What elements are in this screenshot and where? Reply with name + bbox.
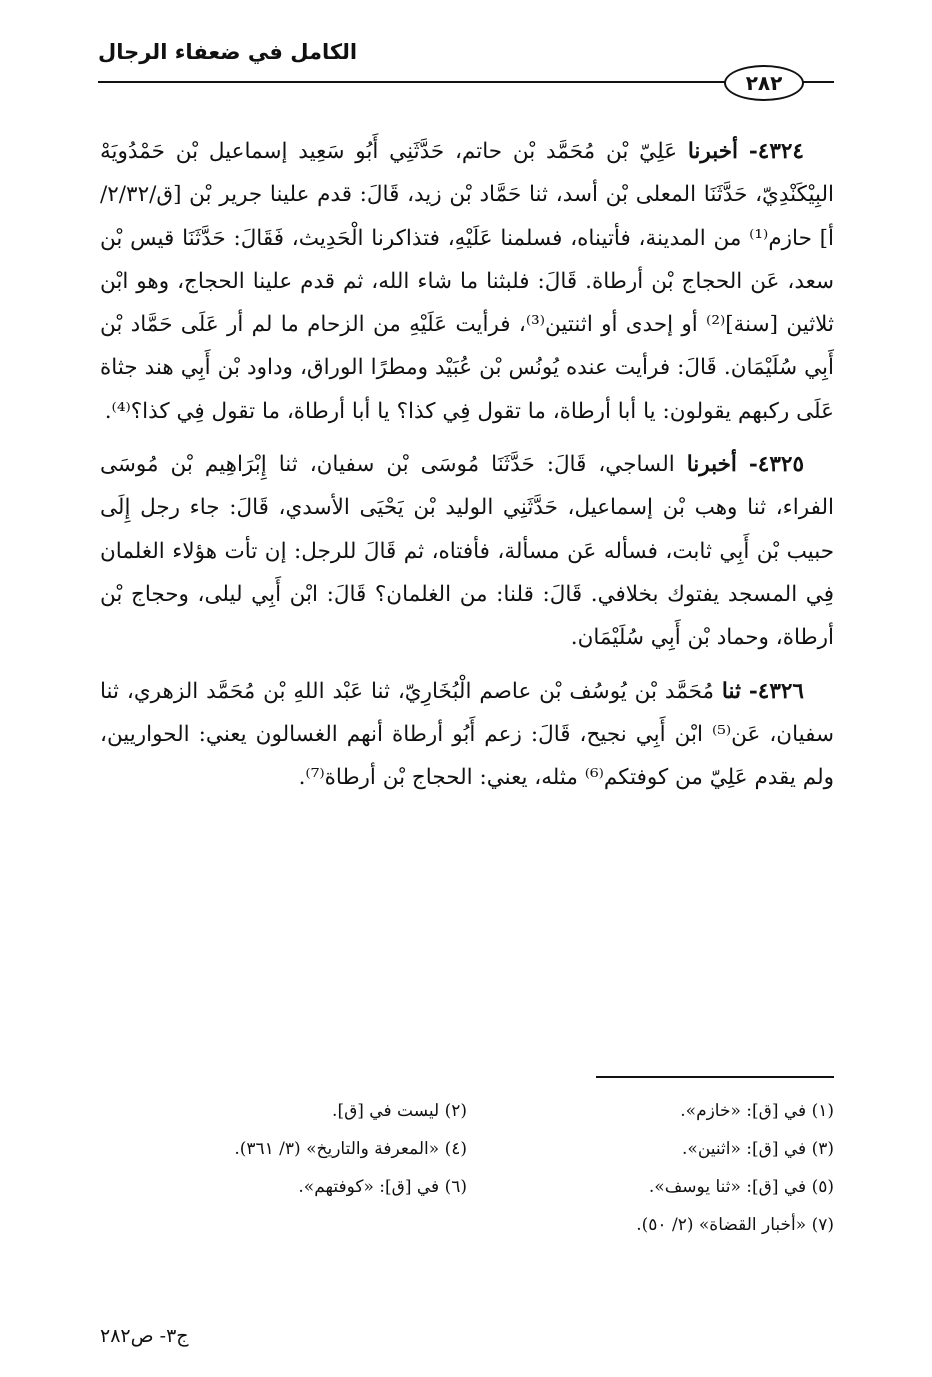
narration-keyword: ثنا: [721, 678, 741, 704]
footnote-5: (٥) في [ق]: «ثنا يوسف».: [648, 1177, 834, 1197]
footnote-row: [100, 1168, 834, 1206]
footnote-7: (٧) «أخبار القضاة» (٢/ ٥٠).: [636, 1215, 834, 1235]
hadith-paragraph-4326: [100, 670, 834, 800]
footnote-4: (٤) «المعرفة والتاريخ» (٣/ ٣٦١).: [234, 1139, 467, 1159]
narration-keyword: أخبرنا: [687, 139, 739, 164]
footnote-row: [100, 1092, 834, 1130]
footnote-separator: [596, 1076, 834, 1078]
page-number-badge: ٢٨٢: [724, 65, 804, 101]
hadith-paragraph-4324: [100, 130, 834, 433]
footnotes: [100, 1092, 834, 1244]
hadith-text: الساجي، قَالَ: حَدَّثَنَا مُوسَى بْن سفيان، ثنا إِبْرَاهِيم بْن مُوسَى الفراء، ثنا وهب بْن إسماعيل، حَدَّثَنِي الوليد بْن يَحْيَى الأسدي، قَالَ: جاء رجل إِلَى حبيب بْن أَبِي ثابت، فسأله عَن مسألة، فأفتاه، ثم قَالَ للرجل: إن تأت هؤلاء الغلمان فِي المسجد يفتوك بخلافي. قَالَ: قلنا: من الغلمان؟ قَالَ: ابْن أَبِي ليلى، وحجاج بْن أرطاة، وحماد بْن أَبِي سُلَيْمَان.: [100, 452, 834, 651]
hadith-number: ٤٣٢٥-: [748, 452, 804, 478]
hadith-text: عَلِيّ بْن مُحَمَّد بْن حاتم، حَدَّثَنِي أَبُو سَعِيد إسماعيل بْن حَمْدُويَهْ البِيْكَنْدِيّ، حَدَّثَنَا المعلى بْن أسد، ثنا حَمَّاد بْن زيد، قَالَ: قدم علينا جرير بْن [ق/٢/٣٢/أ] حازم⁽¹⁾ من المدينة، فأتيناه، فسلمنا عَلَيْهِ، فتذاكرنا الْحَدِيث، فَقَالَ: حَدَّثَنَا قيس بْن سعد، عَن الحجاج بْن أرطاة. قَالَ: فلبثنا ما شاء الله، ثم قدم علينا الحجاج، وهو ابْن ثلاثين [سنة]⁽²⁾ أو إحدى أو اثنتين⁽³⁾، فرأيت عَلَيْهِ من الزحام ما لم أر عَلَى حَمَّاد بْن أَبِي سُلَيْمَان. قَالَ: فرأيت عنده يُونُس بْن عُبَيْد ومطرًا الوراق، وداود بْن أَبِي هند جثاة عَلَى ركبهم يقولون: يا أبا أرطاة، ما تقول فِي كذا؟ يا أبا أرطاة، ما تقول فِي كذا؟⁽⁴⁾.: [100, 139, 834, 424]
footnote-row: [100, 1206, 834, 1244]
footnote-3: (٣) في [ق]: «اثنين».: [682, 1139, 834, 1159]
hadith-number: ٤٣٢٦-: [748, 678, 804, 704]
book-title: الكامل في ضعفاء الرجال: [98, 40, 358, 64]
hadith-paragraph-4325: [100, 443, 834, 659]
footnote-row: [100, 1130, 834, 1168]
footnote-2: (٢) ليست في [ق].: [332, 1101, 467, 1121]
page-header: [98, 38, 834, 98]
page-footer-reference: ج٣- ص٢٨٢: [100, 1325, 189, 1347]
narration-keyword: أخبرنا: [686, 452, 737, 478]
footnote-6: (٦) في [ق]: «كوفتهم».: [298, 1177, 467, 1197]
hadith-number: ٤٣٢٤-: [748, 139, 804, 164]
footnote-1: (١) في [ق]: «خازم».: [680, 1101, 834, 1121]
hadith-text: مُحَمَّد بْن يُوسُف بْن عاصم الْبُخَارِيّ، ثنا عَبْد اللهِ بْن مُحَمَّد الزهري، ثنا سفيان، عَن⁽⁵⁾ ابْن أَبِي نجيح، قَالَ: زعم أَبُو أرطاة أنهم الغسالون يعني: الحواريين، ولم يقدم عَلِيّ من كوفتكم⁽⁶⁾ مثله، يعني: الحجاج بْن أرطاة⁽⁷⁾.: [100, 678, 835, 791]
main-text: [100, 130, 834, 809]
